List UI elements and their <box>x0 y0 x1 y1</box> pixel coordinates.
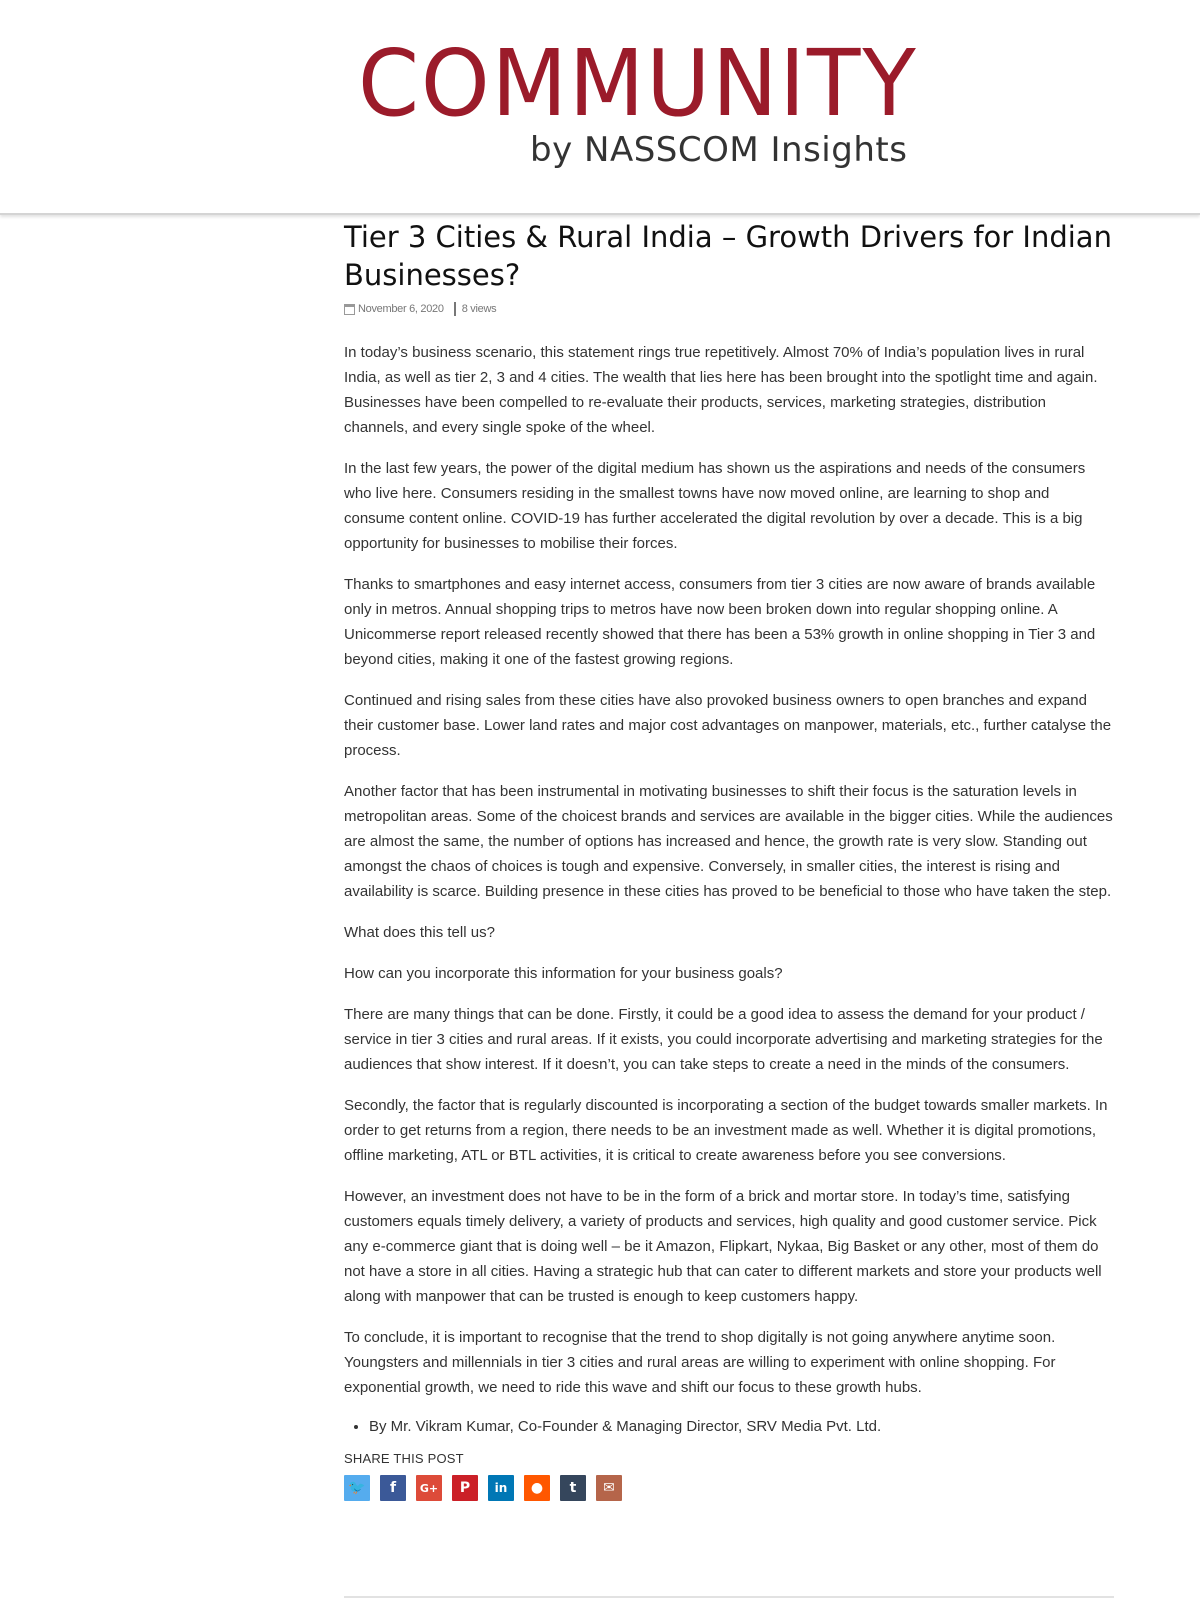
pinterest-icon: P <box>459 1480 471 1496</box>
paragraph: How can you incorporate this information for your business goals? <box>344 965 783 982</box>
email-share-button[interactable] <box>596 1475 622 1501</box>
article-date: November 6, 2020 <box>358 303 444 315</box>
paragraph: What does this tell us? <box>344 924 495 941</box>
logo-main-text: COMMUNITY <box>358 30 918 137</box>
email-icon: ✉ <box>603 1480 615 1496</box>
calendar-icon <box>344 304 355 315</box>
paragraph: In the last few years, the power of the digital medium has shown us the aspirations and needs of the consumers who live here. Consumers residing in the smallest towns have now moved online, are learning to shop and consume content online. COVID-19 has further accelerated the digital revolution by over a decade. This is a big opportunity for businesses to mobilise their forces. <box>344 460 1086 552</box>
facebook-share-button[interactable] <box>380 1475 406 1501</box>
article <box>344 216 1114 1501</box>
pinterest-share-button[interactable] <box>452 1475 478 1501</box>
twitter-icon: 🐦 <box>348 1480 366 1496</box>
site-logo[interactable] <box>358 30 918 170</box>
twitter-share-button[interactable] <box>344 1475 370 1501</box>
tumblr-share-button[interactable] <box>560 1475 586 1501</box>
site-header <box>0 0 1200 215</box>
author-list <box>369 1414 1114 1439</box>
reddit-icon: ● <box>530 1480 544 1496</box>
article-views: 8 views <box>461 303 497 315</box>
article-body <box>344 340 1114 1439</box>
paragraph: Secondly, the factor that is regularly discounted is incorporating a section of the budget towards smaller markets. In order to get returns from a region, there needs to be an investment made as well. Whether it is digital promotions, offline marketing, ATL or BTL activities, it is critical to create awareness before you see conversions. <box>344 1097 1108 1164</box>
paragraph: However, an investment does not have to be in the form of a brick and mortar store. In today’s time, satisfying customers equals timely delivery, a variety of products and services, high quality and good customer service. Pick any e-commerce giant that is doing well – be it Amazon, Flipkart, Nykaa, Big Basket or any other, most of them do not have a store in all cities. Having a strategic hub that can cater to different markets and store your products well along with manpower that can be trusted is enough to keep customers happy. <box>344 1188 1102 1305</box>
paragraph: Another factor that has been instrumental in motivating businesses to shift their focus is the saturation levels in metropolitan areas. Some of the choicest brands and services are available in the bigger cities. While the audiences are almost the same, the number of options has increased and hence, the growth rate is very slow. Standing out amongst the chaos of choices is tough and expensive. Conversely, in smaller cities, the interest is rising and availability is scarce. Building presence in these cities has proved to be beneficial to those who have taken the step. <box>344 783 1113 900</box>
paragraph: Continued and rising sales from these cities have also provoked business owners to open branches and expand their customer base. Lower land rates and major cost advantages on manpower, materials, etc., further catalyse the process. <box>344 692 1112 759</box>
bottom-divider <box>344 1596 1114 1598</box>
meta-divider <box>454 302 456 316</box>
article-title: Tier 3 Cities & Rural India – Growth Drivers for Indian Businesses? <box>344 220 1112 292</box>
reddit-share-button[interactable] <box>524 1475 550 1501</box>
share-buttons <box>344 1475 1114 1501</box>
tumblr-icon: t <box>569 1480 577 1496</box>
google-plus-icon: G+ <box>419 1481 439 1495</box>
author-line: • By Mr. Vikram Kumar, Co-Founder & Managing Director, SRV Media Pvt. Ltd. <box>369 1414 1114 1439</box>
logo-sub-text: by NASSCOM Insights <box>530 130 908 170</box>
paragraph: There are many things that can be done. Firstly, it could be a good idea to assess the demand for your product / service in tier 3 cities and rural areas. If it exists, you could incorporate advertising and marketing strategies for the audiences that show interest. If it doesn’t, you can take steps to create a need in the minds of the consumers. <box>344 1006 1103 1073</box>
paragraph: To conclude, it is important to recognise that the trend to shop digitally is not going anywhere anytime soon. Youngsters and millennials in tier 3 cities and rural areas are willing to experiment with online shopping. For exponential growth, we need to ride this wave and shift our focus to these growth hubs. <box>344 1329 1056 1396</box>
facebook-icon: f <box>389 1480 397 1496</box>
google-plus-share-button[interactable] <box>416 1475 442 1501</box>
paragraph: In today’s business scenario, this statement rings true repetitively. Almost 70% of India’s population lives in rural India, as well as tier 2, 3 and 4 cities. The wealth that lies here has been brought into the spotlight time and again. Businesses have been compelled to re-evaluate their products, services, marketing strategies, distribution channels, and every single spoke of the wheel. <box>344 344 1098 436</box>
article-meta <box>344 300 1114 318</box>
linkedin-share-button[interactable] <box>488 1475 514 1501</box>
paragraph: Thanks to smartphones and easy internet access, consumers from tier 3 cities are now aware of brands available only in metros. Annual shopping trips to metros have now been broken down into regular shopping online. A Unicommerse report released recently showed that there has been a 53% growth in online shopping in Tier 3 and beyond cities, making it one of the fastest growing regions. <box>344 576 1096 668</box>
linkedin-icon: in <box>494 1481 508 1495</box>
share-label: SHARE THIS POST <box>344 1451 464 1466</box>
